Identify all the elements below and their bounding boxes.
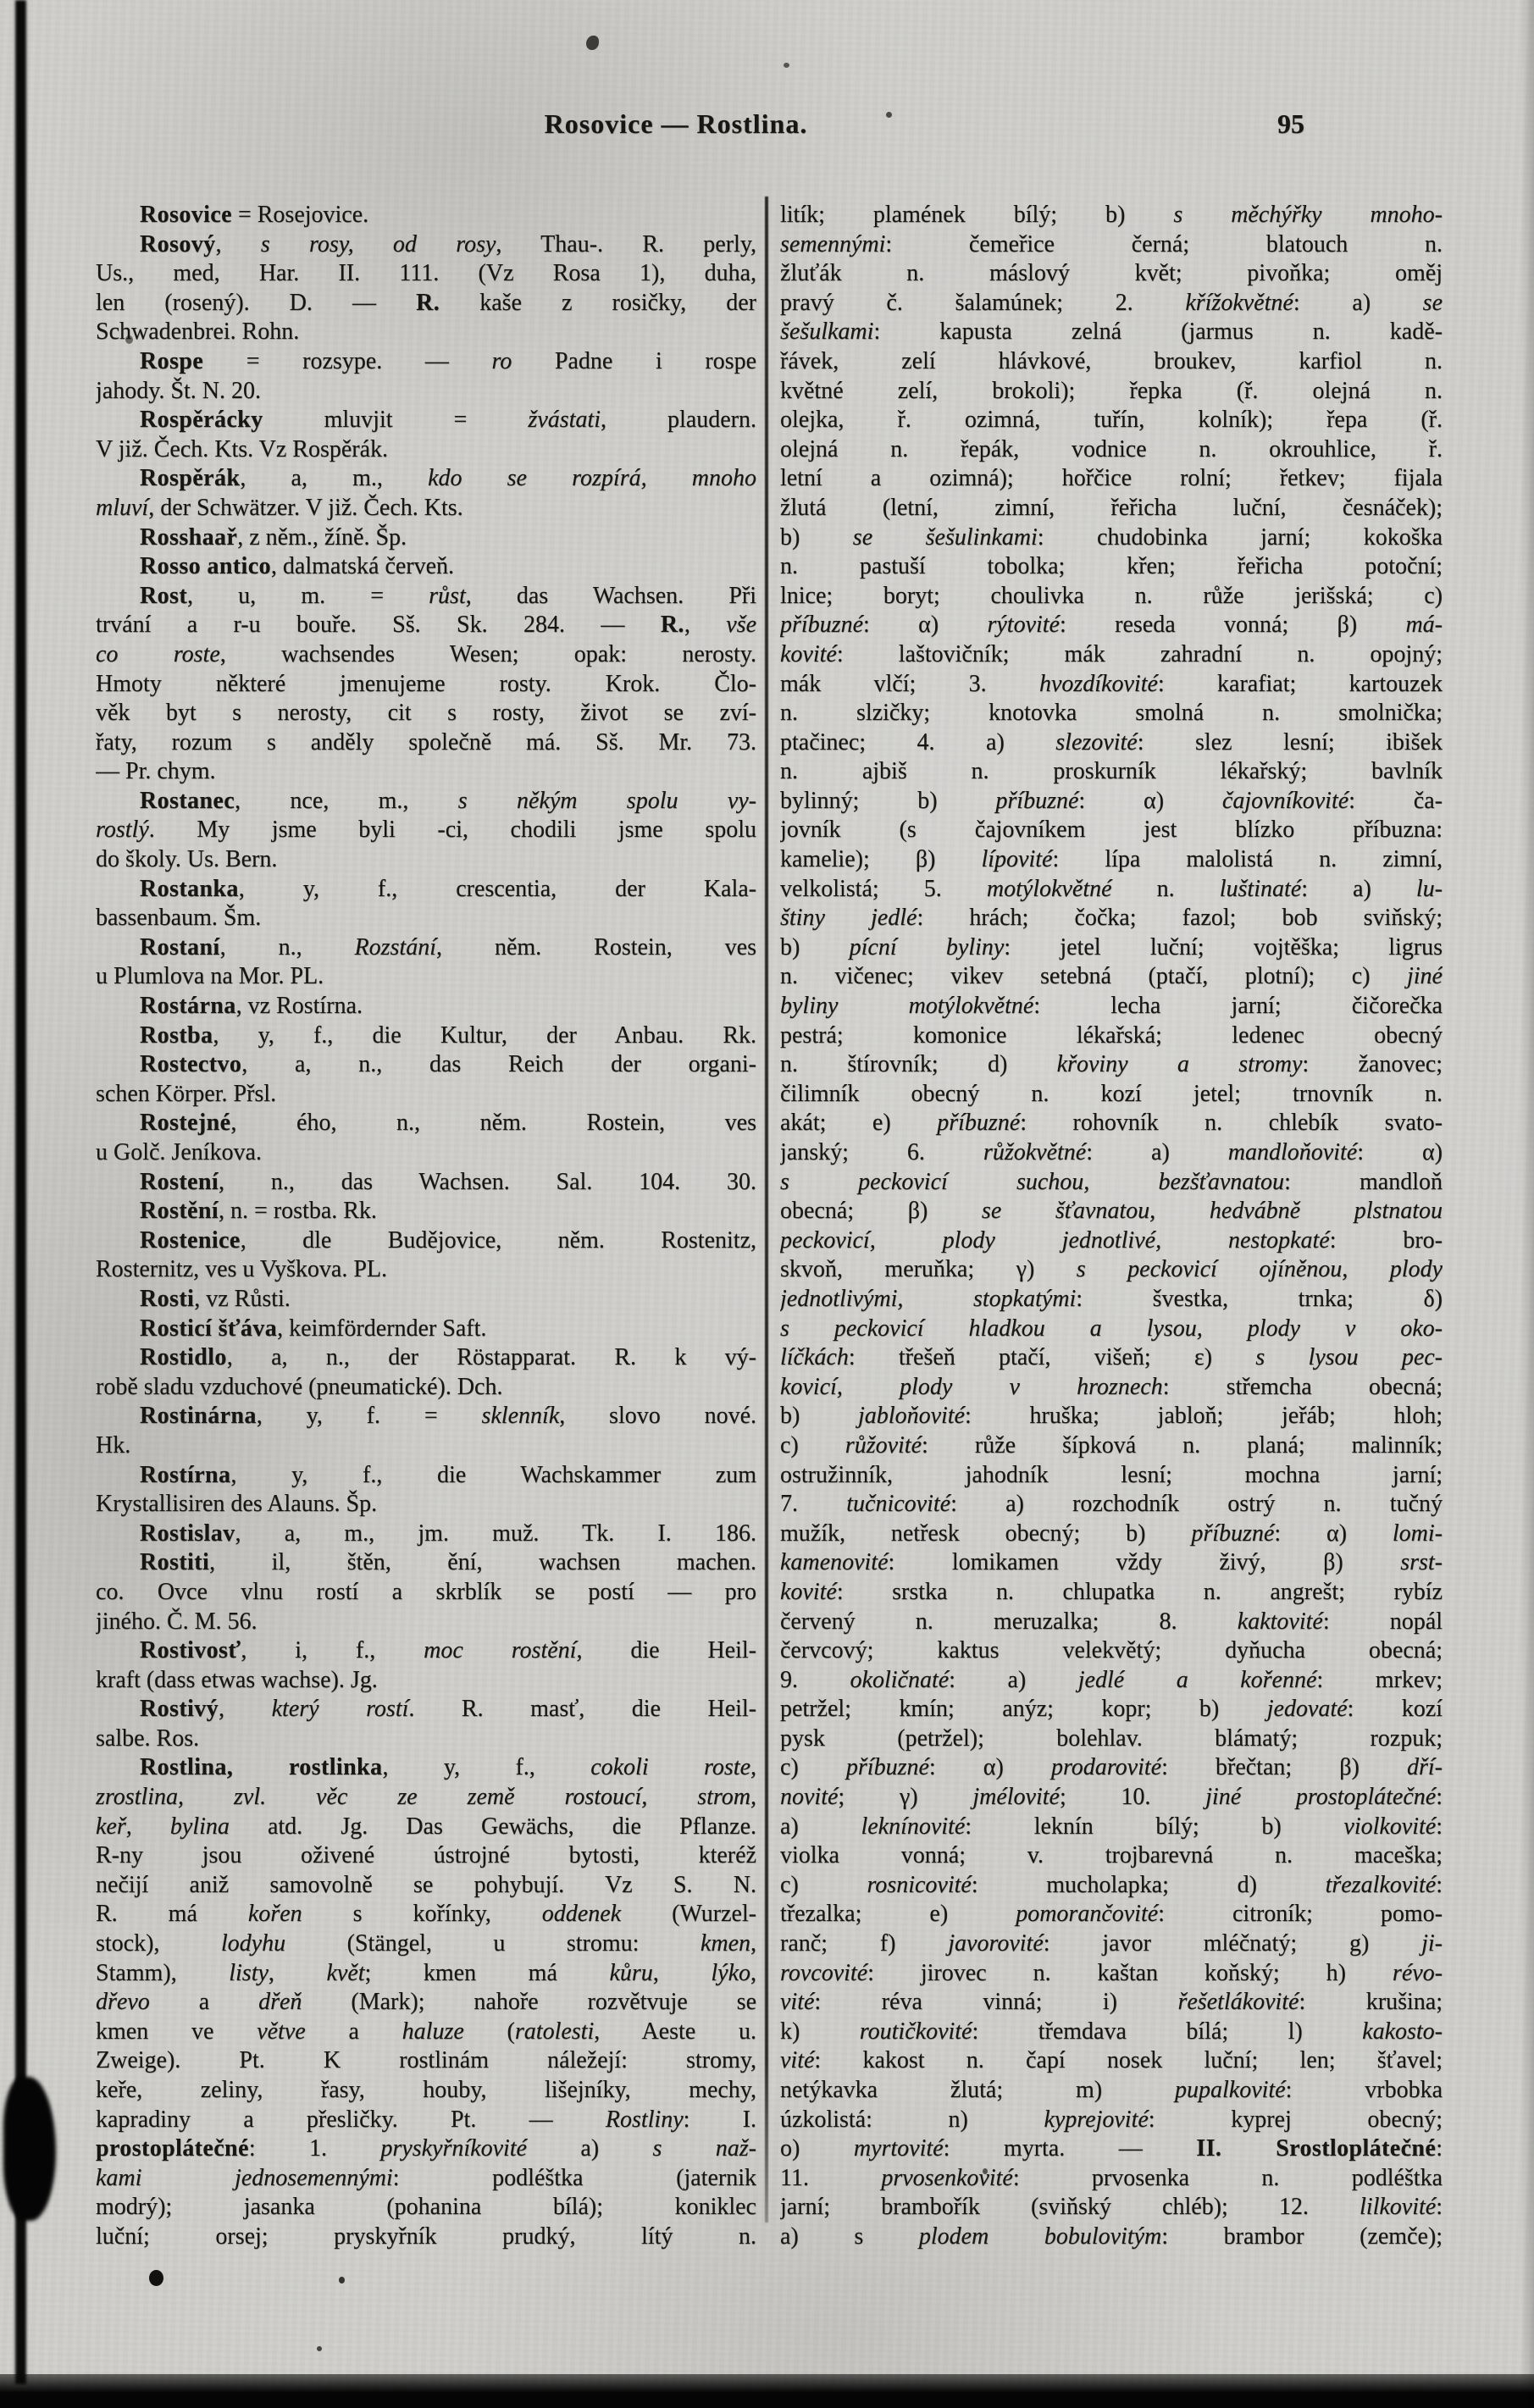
text-line: mužík, netřesk obecný; b) příbuzné: α) lomi- [780, 1520, 1443, 1547]
text-line: 9. okoličnaté: a) jedlé a kořenné: mrkev; [780, 1666, 1443, 1693]
ink-speck [317, 2346, 322, 2351]
bottom-scan-shadow [0, 2374, 1534, 2408]
text-line: Rost, u, m. = růst, das Wachsen. Při [140, 582, 756, 609]
text-line: Us., med, Har. II. 111. (Vz Rosa 1), duha, [96, 260, 756, 287]
text-line: modrý); jasanka (pohanina bílá); koniklec [96, 2194, 756, 2221]
text-line: bassenbaum. Šm. [96, 905, 262, 932]
text-line: b) pícní byliny: jetel luční; vojtěška; ligrus [780, 933, 1443, 960]
text-line: Rostení, n., das Wachsen. Sal. 104. 30. [140, 1168, 756, 1195]
text-line: štiny jedlé: hrách; čočka; fazol; bob sviňský; [780, 905, 1443, 932]
ink-speck [784, 63, 789, 68]
text-line: Rospěrák, a, m., kdo se rozpírá, mnoho [140, 465, 756, 492]
text-line: o) myrtovité: myrta. — II. Srostloplátečné: [780, 2135, 1443, 2162]
text-line: kapradiny a přesličky. Pt. — Rostliny: I. [96, 2106, 756, 2133]
text-line: Rostidlo, a, n., der Röstapparat. R. k vý- [140, 1344, 756, 1371]
ink-speck [586, 36, 599, 50]
text-line: Rosovice = Rosejovice. [140, 202, 369, 228]
text-line: Rospe = rozsype. — ro Padne i rospe [140, 347, 756, 374]
text-line: n. pastuší tobolka; křen; řeřicha potoční; [780, 553, 1443, 580]
text-line: žlutá (letní, zimní, řeřicha luční, česnáček); [780, 494, 1443, 521]
book-gutter-shadow [15, 0, 26, 2384]
text-line: Schwadenbrei. Rohn. [96, 318, 300, 346]
text-line: kovicí, plody v hroznech: střemcha obecná; [780, 1373, 1443, 1400]
text-line: kami jednosemennými: podléštka (jaternik [96, 2164, 756, 2191]
text-line: akát; e) příbuzné: rohovník n. chlebík svato- [780, 1110, 1443, 1137]
text-line: Rostiti, il, štěn, ění, wachsen machen. [140, 1549, 756, 1576]
text-line: jovník (s čajovníkem jest blízko příbuzna: [780, 817, 1443, 844]
text-line: Rosticí šťáva, keimfördernder Saft. [140, 1315, 487, 1342]
text-line: s peckovicí hladkou a lysou, plody v oko- [780, 1315, 1443, 1342]
text-line: Rosshaař, z něm., žíně. Šp. [140, 523, 407, 551]
text-line: do školy. Us. Bern. [96, 846, 278, 873]
text-line: semennými: čemeřice černá; blatouch n. [780, 230, 1443, 257]
text-line: Rostaní, n., Rozstání, něm. Rostein, ves [140, 933, 756, 960]
text-line: n. slzičky; knotovka smolná n. smolnička; [780, 700, 1443, 727]
text-line: úzkolistá: n) kyprejovité: kyprej obecný; [780, 2106, 1443, 2133]
gutter-ink-blob [3, 2077, 56, 2221]
text-line: Stamm), listy, květ; kmen má kůru, lýko, [96, 1959, 756, 1986]
text-line: co. Ovce vlnu rostí a skrblík se postí — pro [96, 1578, 756, 1605]
text-line: květné zelí, brokoli); řepka (ř. olejná n. [780, 377, 1443, 404]
text-line: petržel; kmín; anýz; kopr; b) jedovaté: kozí [780, 1696, 1443, 1723]
text-line: Rostírna, y, f., die Wachskammer zum [140, 1461, 756, 1488]
text-line: salbe. Ros. [96, 1724, 200, 1752]
left-text-column [96, 201, 756, 2252]
column-divider-rule [765, 197, 768, 2223]
text-line: netýkavka žlutá; m) pupalkovité: vrbobka [780, 2077, 1443, 2103]
page-number: 95 [1277, 108, 1304, 139]
text-line: b) jabloňovité: hruška; jabloň; jeřáb; hloh; [780, 1403, 1443, 1430]
text-line: Rostanka, y, f., crescentia, der Kala- [140, 875, 756, 902]
text-line: Rostinárna, y, f. = sklenník, slovo nové. [140, 1403, 756, 1430]
text-line: pravý č. šalamúnek; 2. křížokvětné: a) se [780, 289, 1443, 316]
text-line: skvoň, meruňka; γ) s peckovicí ojíněnou, plody [780, 1256, 1443, 1283]
text-line: jiného. Č. M. 56. [96, 1608, 258, 1635]
text-line: ostružinník, jahodník lesní; mochna jarní; [780, 1461, 1443, 1488]
text-line: s peckovicí suchou, bezšťavnatou: mandloň [780, 1168, 1443, 1195]
text-line: ranč; f) javorovité: javor mléčnatý; g) ji- [780, 1930, 1443, 1957]
text-line: Hmoty některé jmenujeme rosty. Krok. Člo- [96, 670, 756, 697]
text-line: a) s plodem bobulovitým: brambor (zemče); [780, 2223, 1443, 2250]
text-line: Rostectvo, a, n., das Reich der organi- [140, 1051, 756, 1078]
text-line: čilimník obecný n. kozí jetel; trnovník n. [780, 1080, 1443, 1107]
text-line: rovcovité: jirovec n. kaštan koňský; h) révo- [780, 1959, 1443, 1986]
text-line: stock), lodyhu (Stängel, u stromu: kmen, [96, 1930, 756, 1957]
ink-speck [339, 2277, 345, 2283]
text-line: bylinný; b) příbuzné: α) čajovníkovité: ča- [780, 787, 1443, 814]
text-line: n. vičenec; vikev setebná (ptačí, plotní); c) jiné [780, 963, 1443, 990]
text-line: třezalka; e) pomorančovité: citroník; pomo- [780, 1901, 1443, 1928]
text-line: Rosternitz, ves u Vyškova. PL. [96, 1256, 388, 1283]
text-line: Rostárna, vz Rostírna. [140, 993, 363, 1020]
text-line: olejka, ř. ozimná, tuřín, kolník); řepa (ř. [780, 407, 1443, 434]
text-line: trvání a r-u bouře. Sš. Sk. 284. — R., vše [96, 612, 756, 639]
text-line: Hk. [96, 1431, 131, 1459]
text-line: u Plumlova na Mor. PL. [96, 963, 324, 990]
text-line: robě sladu vzduchové (pneumatické). Dch. [96, 1373, 503, 1400]
text-line: prostoplátečné: 1. pryskyřníkovité a) s naž- [96, 2135, 756, 2162]
text-line: Rostivosť, i, f., moc rostění, die Heil- [140, 1637, 756, 1664]
text-line: jednotlivými, stopkatými: švestka, trnka; δ) [780, 1285, 1443, 1312]
text-line: Rosový, s rosy, od rosy, Thau-. R. perly, [140, 230, 756, 257]
text-line: lnice; boryt; choulivka n. růže jerišská; c) [780, 582, 1443, 609]
text-line: dřevo a dřeň (Mark); nahoře rozvětvuje se [96, 1989, 756, 2016]
text-line: Rostislav, a, m., jm. muž. Tk. I. 186. [140, 1520, 756, 1547]
text-line: keř, bylina atd. Jg. Das Gewächs, die Pflanze. [96, 1813, 756, 1840]
ink-speck [149, 2270, 163, 2286]
text-line: řaty, rozum s anděly společně má. Sš. Mr. 73. [96, 728, 756, 756]
text-line: Rostlina, rostlinka, y, f., cokoli roste, [140, 1754, 756, 1781]
text-line: obecná; β) se šťavnatou, hedvábně plstnatou [780, 1198, 1443, 1225]
text-line: schen Körper. Přsl. [96, 1080, 277, 1107]
text-line: b) se šešulinkami: chudobinka jarní; kokoška [780, 523, 1443, 551]
text-line: janský; 6. růžokvětné: a) mandloňovité: α) [780, 1139, 1443, 1165]
text-line: Zweige). Pt. K rostlinám náležejí: stromy, [96, 2047, 756, 2074]
text-line: V již. Čech. Kts. Vz Rospěrák. [96, 435, 389, 462]
text-line: pysk (petržel); bolehlav. blámatý; rozpuk; [780, 1724, 1443, 1752]
text-line: Rosti, vz Růsti. [140, 1285, 291, 1312]
text-line: Rostivý, který rostí. R. masť, die Heil- [140, 1696, 756, 1723]
text-line: mluví, der Schwätzer. V již. Čech. Kts. [96, 494, 463, 521]
right-edge-shadow [1520, 0, 1534, 2408]
text-line: kmen ve větve a haluze (ratolesti, Aeste u. [96, 2018, 756, 2045]
text-line: n. štírovník; d) křoviny a stromy: žanovec; [780, 1051, 1443, 1078]
text-line: c) růžovité: růže šípková n. planá; malinník; [780, 1431, 1443, 1459]
text-line: Rostejné, ého, n., něm. Rostein, ves [140, 1110, 756, 1137]
text-line: Rostba, y, f., die Kultur, der Anbau. Rk. [140, 1021, 756, 1049]
text-line: červený n. meruzalka; 8. kaktovité: nopál [780, 1608, 1443, 1635]
text-line: 7. tučnicovité: a) rozchodník ostrý n. tučný [780, 1491, 1443, 1518]
text-line: Rospěrácky mluvjit = žvástati, plaudern. [140, 407, 756, 434]
text-line: jahody. Št. N. 20. [96, 377, 261, 404]
text-line: mák vlčí; 3. hvozdíkovité: karafiat; kartouzek [780, 670, 1443, 697]
text-line: byliny motýlokvětné: lecha jarní; čičorečka [780, 993, 1443, 1020]
text-line: peckovicí, plody jednotlivé, nestopkaté: bro- [780, 1226, 1443, 1254]
text-line: litík; plamének bílý; b) s měchýřky mnoho- [780, 202, 1443, 228]
text-line: k) routičkovité: třemdava bílá; l) kakosto- [780, 2018, 1443, 2045]
text-line: kamelie); β) lípovité: lípa malolistá n. zimní, [780, 846, 1443, 873]
ink-speck [886, 112, 892, 118]
text-line: len (rosený). D. — R. kaše z rosičky, der [96, 289, 756, 316]
text-line: rostlý. My jsme byli -ci, chodili jsme spolu [96, 817, 756, 844]
text-line: violka vonná; v. trojbarevná n. maceška; [780, 1842, 1443, 1869]
text-line: nečijí aniž samovolně se pohybují. Vz S. N. [96, 1871, 756, 1898]
text-line: c) příbuzné: α) prodarovité: břečtan; β) dří- [780, 1754, 1443, 1781]
running-header: Rosovice — Rostlina. [544, 108, 808, 139]
text-line: Rostanec, nce, m., s někým spolu vy- [140, 787, 756, 814]
text-line: a) leknínovité: leknín bílý; b) violkovité: [780, 1813, 1443, 1840]
right-text-column [780, 201, 1443, 2252]
text-line: kraft (dass etwas wachse). Jg. [96, 1666, 378, 1693]
text-line: novité; γ) jmélovité; 10. jiné prostoplátečné: [780, 1784, 1443, 1811]
text-line: velkolistá; 5. motýlokvětné n. luštinaté: a) lu- [780, 875, 1443, 902]
text-line: kamenovité: lomikamen vždy živý, β) srst- [780, 1549, 1443, 1576]
text-line: R-ny jsou oživené ústrojné bytosti, kteréž [96, 1842, 756, 1869]
text-line: Rostenice, dle Budějovice, něm. Rostenitz, [140, 1226, 756, 1254]
text-line: zrostlina, zvl. věc ze země rostoucí, strom, [96, 1784, 756, 1811]
text-line: věk byt s nerosty, cit s rosty, život se zví- [96, 700, 756, 727]
text-line: šešulkami: kapusta zelná (jarmus n. kadě- [780, 318, 1443, 346]
text-line: ptačinec; 4. a) slezovité: slez lesní; ibišek [780, 728, 1443, 756]
text-line: vité: réva vinná; i) řešetlákovité: krušina; [780, 1989, 1443, 2016]
text-line: červcový; kaktus velekvětý; dyňucha obecná; [780, 1637, 1443, 1664]
text-line: letní a ozimná); hořčice rolní; řetkev; fijala [780, 465, 1443, 492]
text-line: příbuzné: α) rýtovité: reseda vonná; β) má- [780, 612, 1443, 639]
text-line: žluťák n. máslový květ; pivoňka; oměj [780, 260, 1443, 287]
text-line: keře, zeliny, řasy, houby, lišejníky, mechy, [96, 2077, 756, 2103]
text-line: jarní; brambořík (sviňský chléb); 12. lilkovité: [780, 2194, 1443, 2221]
text-line: Rostění, n. = rostba. Rk. [140, 1198, 377, 1225]
text-line: co roste, wachsendes Wesen; opak: nerosty. [96, 640, 756, 667]
text-line: vité: kakost n. čapí nosek luční; len; šťavel; [780, 2047, 1443, 2074]
text-line: u Golč. Jeníkova. [96, 1139, 262, 1165]
text-line: 11. prvosenkovité: prvosenka n. podléštka [780, 2164, 1443, 2191]
text-line: líčkách: třešeň ptačí, višeň; ε) s lysou pec- [780, 1344, 1443, 1371]
text-line: pestrá; komonice lékařská; ledenec obecný [780, 1021, 1443, 1049]
text-line: kovité: laštovičník; mák zahradní n. opojný; [780, 640, 1443, 667]
text-line: olejná n. řepák, vodnice n. okrouhlice, ř. [780, 435, 1443, 462]
text-line: luční; orsej; pryskyřník prudký, lítý n. [96, 2223, 756, 2250]
text-line: Rosso antico, dalmatská červeň. [140, 553, 455, 580]
text-line: Krystallisiren des Alauns. Šp. [96, 1491, 378, 1518]
text-line: kovité: srstka n. chlupatka n. angrešt; rybíz [780, 1578, 1443, 1605]
text-line: n. ajbiš n. proskurník lékařský; bavlník [780, 758, 1443, 785]
text-line: R. má kořen s kořínky, oddenek (Wurzel- [96, 1901, 756, 1928]
text-line: — Pr. chym. [96, 758, 216, 785]
text-line: c) rosnicovité: mucholapka; d) třezalkovité: [780, 1871, 1443, 1898]
text-line: řávek, zelí hlávkové, broukev, karfiol n. [780, 347, 1443, 374]
